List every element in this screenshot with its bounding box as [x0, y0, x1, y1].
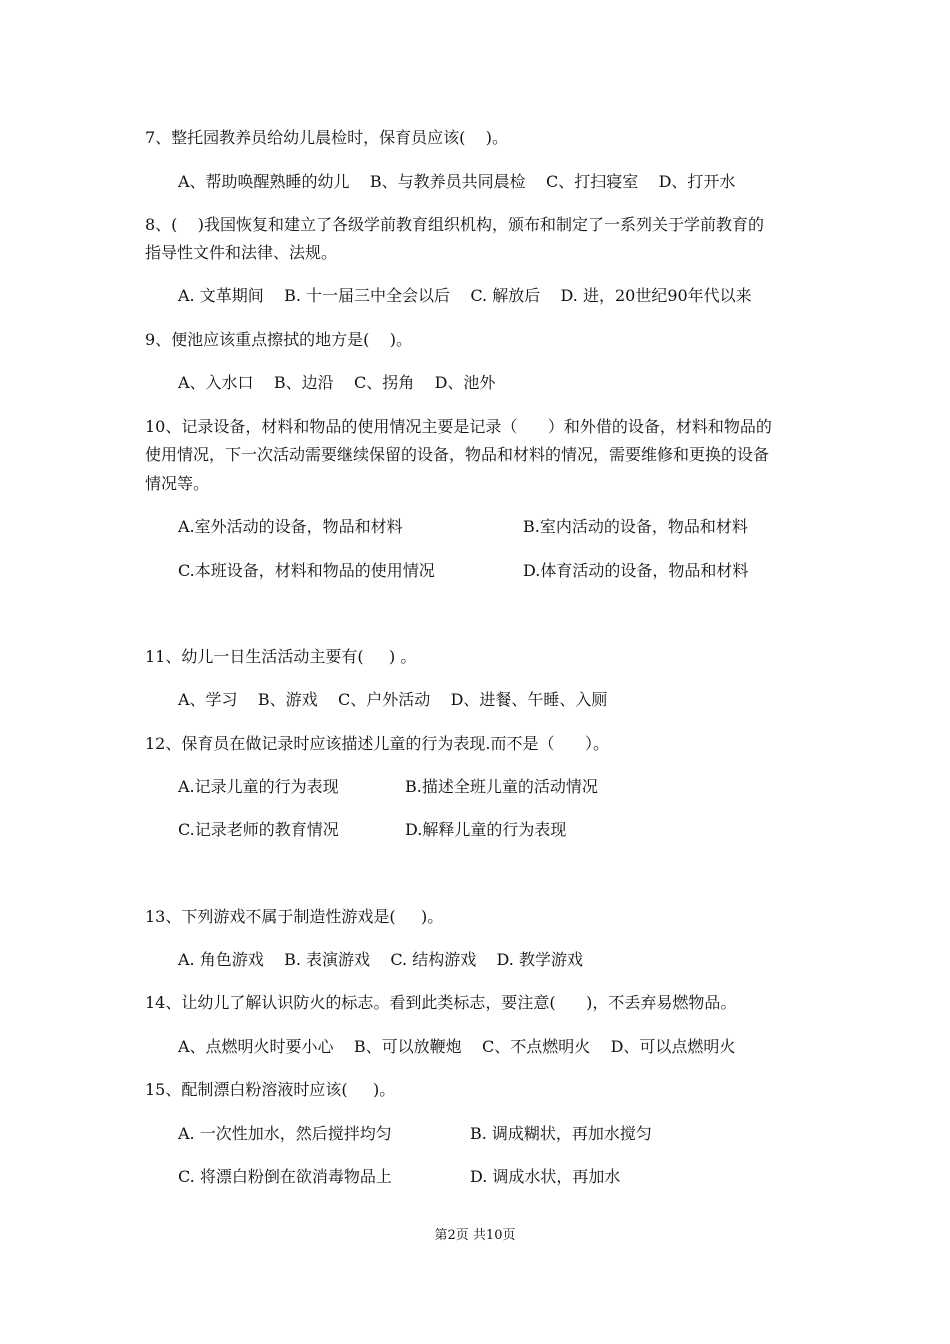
q9-options: A、入水口 B、边沿 C、拐角 D、池外: [178, 373, 496, 392]
q13-stem: 13、下列游戏不属于制造性游戏是( )。: [145, 907, 444, 926]
q9-stem: 9、便池应该重点擦拭的地方是( )。: [145, 330, 413, 349]
q11-stem: 11、幼儿一日生活活动主要有( ) 。: [145, 647, 417, 666]
q8-options: A. 文革期间 B. 十一届三中全会以后 C. 解放后 D. 进，20世纪90年代以来: [178, 286, 752, 305]
q12-stem: 12、保育员在做记录时应该描述儿童的行为表现.而不是（ ）。: [145, 734, 609, 753]
q13-options: A. 角色游戏 B. 表演游戏 C. 结构游戏 D. 教学游戏: [178, 950, 583, 969]
q10-option-d: D.体育活动的设备，物品和材料: [523, 561, 749, 580]
q12-option-c: C.记录老师的教育情况: [178, 820, 339, 839]
q10-stem-line2: 使用情况，下一次活动需要继续保留的设备，物品和材料的情况，需要维修和更换的设备: [145, 445, 770, 464]
q14-options: A、点燃明火时要小心 B、可以放鞭炮 C、不点燃明火 D、可以点燃明火: [178, 1037, 736, 1056]
q8-stem-line1: 8、( )我国恢复和建立了各级学前教育组织机构，颁布和制定了一系列关于学前教育的: [145, 215, 765, 234]
q15-option-c: C. 将漂白粉倒在欲消毒物品上: [178, 1167, 392, 1186]
q12-option-a: A.记录儿童的行为表现: [178, 777, 339, 796]
q14-stem: 14、让幼儿了解认识防火的标志。看到此类标志，要注意( )，不丢弃易燃物品。: [145, 993, 737, 1012]
q10-option-b: B.室内活动的设备，物品和材料: [523, 517, 748, 536]
q10-option-a: A.室外活动的设备，物品和材料: [178, 517, 403, 536]
q10-stem-line3: 情况等。: [145, 474, 210, 493]
q8-stem-line2: 指导性文件和法律、法规。: [145, 243, 338, 262]
q15-stem: 15、配制漂白粉溶液时应该( )。: [145, 1080, 396, 1099]
q11-options: A、学习 B、游戏 C、户外活动 D、进餐、午睡、入厕: [178, 690, 608, 709]
q7-stem: 7、整托园教养员给幼儿晨检时，保育员应该( )。: [145, 128, 509, 147]
q7-options: A、帮助唤醒熟睡的幼儿 B、与教养员共同晨检 C、打扫寝室 D、打开水: [178, 172, 736, 191]
q12-option-b: B.描述全班儿童的活动情况: [405, 777, 598, 796]
page-number: 第2页 共10页: [434, 1228, 516, 1243]
q15-option-b: B. 调成糊状，再加水搅匀: [470, 1124, 652, 1143]
q15-option-d: D. 调成水状，再加水: [470, 1167, 621, 1186]
q10-stem-line1: 10、记录设备，材料和物品的使用情况主要是记录（ ）和外借的设备，材料和物品的: [145, 417, 772, 436]
q10-option-c: C.本班设备，材料和物品的使用情况: [178, 561, 435, 580]
q15-option-a: A. 一次性加水，然后搅拌均匀: [178, 1124, 392, 1143]
q12-option-d: D.解释儿童的行为表现: [405, 820, 567, 839]
